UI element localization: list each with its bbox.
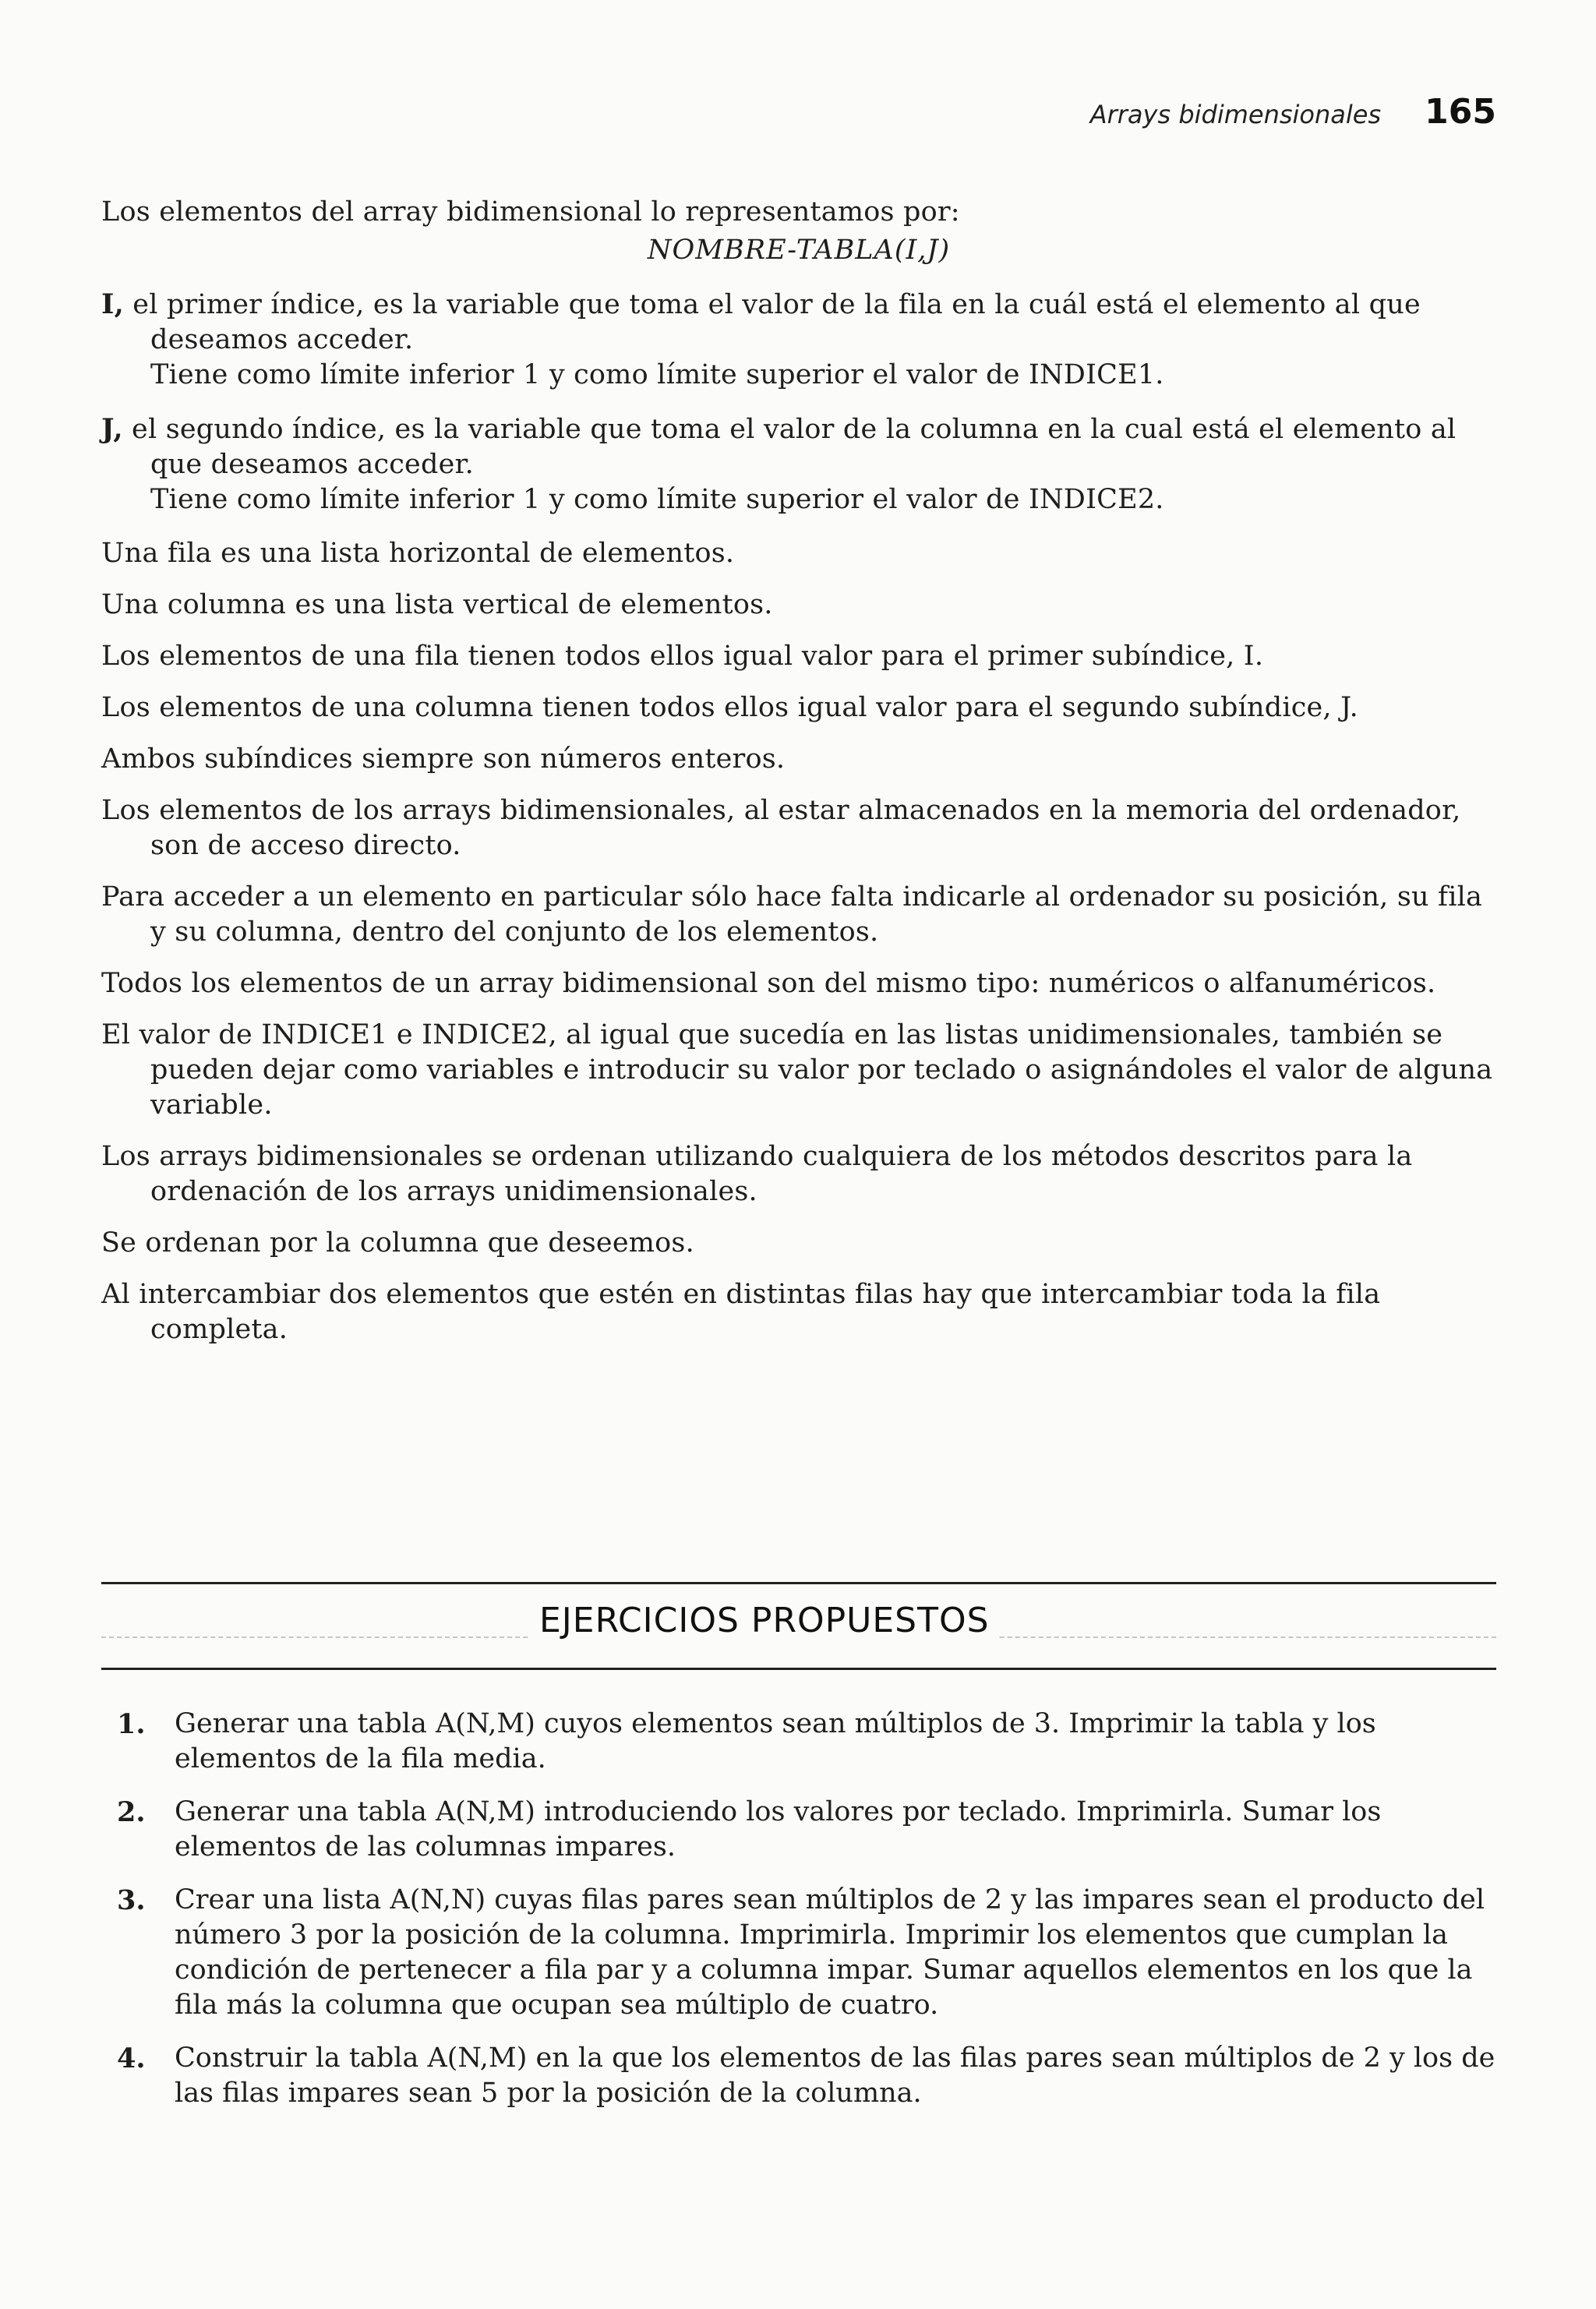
definition-text: el segundo índice, es la variable que toma el valor de la columna en la cual está el elemento al que deseamos acceder. (122, 414, 1457, 480)
exercise-text: Generar una tabla A(N,M) cuyos elementos sean múltiplos de 3. Imprimir la tabla y los elementos de la fila media. (175, 1708, 1376, 1774)
exercise-text: Crear una lista A(N,N) cuyas filas pares sean múltiplos de 2 y las impares sean el producto del número 3 por la posición de la columna. Imprimirla. Imprimir los elementos que cumplan la condición de pertenecer a fila par y a columna impar. Sumar aquellos elementos en los que la fila más la columna que ocupan sea múltiplo de cuatro. (175, 1884, 1485, 2021)
exercise-list (117, 1707, 1496, 2129)
paragraph: Se ordenan por la columna que deseemos. (101, 1227, 694, 1259)
exercise-number: 2. (117, 1796, 146, 1828)
exercise-text: Generar una tabla A(N,M) introduciendo los valores por teclado. Imprimirla. Sumar los elementos de las columnas impares. (175, 1796, 1382, 1862)
running-title: Arrays bidimensionales (1089, 100, 1382, 129)
section-title: EJERCICIOS PROPUESTOS (530, 1601, 999, 1640)
definition-limit: Tiene como límite inferior 1 y como límite superior el valor de INDICE1. (150, 359, 1164, 390)
definition-limit: Tiene como límite inferior 1 y como límite superior el valor de INDICE2. (150, 484, 1164, 515)
definition-label: I, (101, 288, 124, 320)
exercise-text: Construir la tabla A(N,M) en la que los elementos de las filas pares sean múltiplos de 2 y los de las filas impares sean 5 por la posición de la columna. (175, 2042, 1495, 2109)
paragraph: Una fila es una lista horizontal de elementos. (101, 538, 735, 569)
running-header (1013, 92, 1496, 147)
exercise-item (117, 1795, 1496, 1865)
intro-text: Los elementos del array bidimensional lo representamos por: (101, 196, 960, 228)
exercise-item (117, 1883, 1496, 2023)
exercise-number: 1. (117, 1708, 146, 1740)
paragraph: Los arrays bidimensionales se ordenan utilizando cualquiera de los métodos descritos para la ordenación de los arrays unidimensionales. (101, 1141, 1413, 1207)
definition-j (101, 411, 1496, 517)
paragraph: Los elementos de una columna tienen todos ellos igual valor para el segundo subíndice, J. (101, 692, 1358, 723)
paragraph: Todos los elementos de un array bidimensional son del mismo tipo: numéricos o alfanuméricos. (101, 968, 1436, 999)
exercise-number: 4. (117, 2042, 146, 2074)
definition-i (101, 287, 1496, 393)
exercise-item (117, 1707, 1496, 1777)
formula: NOMBRE-TABLA(I,J) (647, 235, 951, 266)
section-rule-top (101, 1582, 1496, 1584)
paragraph: Una columna es una lista vertical de elementos. (101, 589, 773, 620)
exercises-section-header (101, 1582, 1496, 1674)
paragraph: Ambos subíndices siempre son números enteros. (101, 743, 786, 775)
page-body (101, 195, 1496, 1364)
paragraph: El valor de INDICE1 e INDICE2, al igual que sucedía en las listas unidimensionales, también se pueden dejar como variables e introducir su valor por teclado o asignándoles el valor de alguna variable. (101, 1019, 1493, 1121)
paragraph: Los elementos de una fila tienen todos ellos igual valor para el primer subíndice, I. (101, 641, 1264, 672)
definition-text: el primer índice, es la variable que toma el valor de la fila en la cuál está el elemento al que deseamos acceder. (123, 289, 1421, 355)
exercise-item (117, 2041, 1496, 2111)
exercise-number: 3. (117, 1884, 146, 1916)
paragraph: Para acceder a un elemento en particular sólo hace falta indicarle al ordenador su posición, su fila y su columna, dentro del conjunto de los elementos. (101, 881, 1483, 948)
page-number: 165 (1425, 92, 1496, 132)
definition-label: J, (101, 413, 123, 445)
paragraph: Los elementos de los arrays bidimensionales, al estar almacenados en la memoria del ordenador, son de acceso directo. (101, 795, 1461, 861)
paragraph: Al intercambiar dos elementos que estén en distintas filas hay que intercambiar toda la fila completa. (101, 1279, 1381, 1345)
section-rule-bottom (101, 1668, 1496, 1670)
